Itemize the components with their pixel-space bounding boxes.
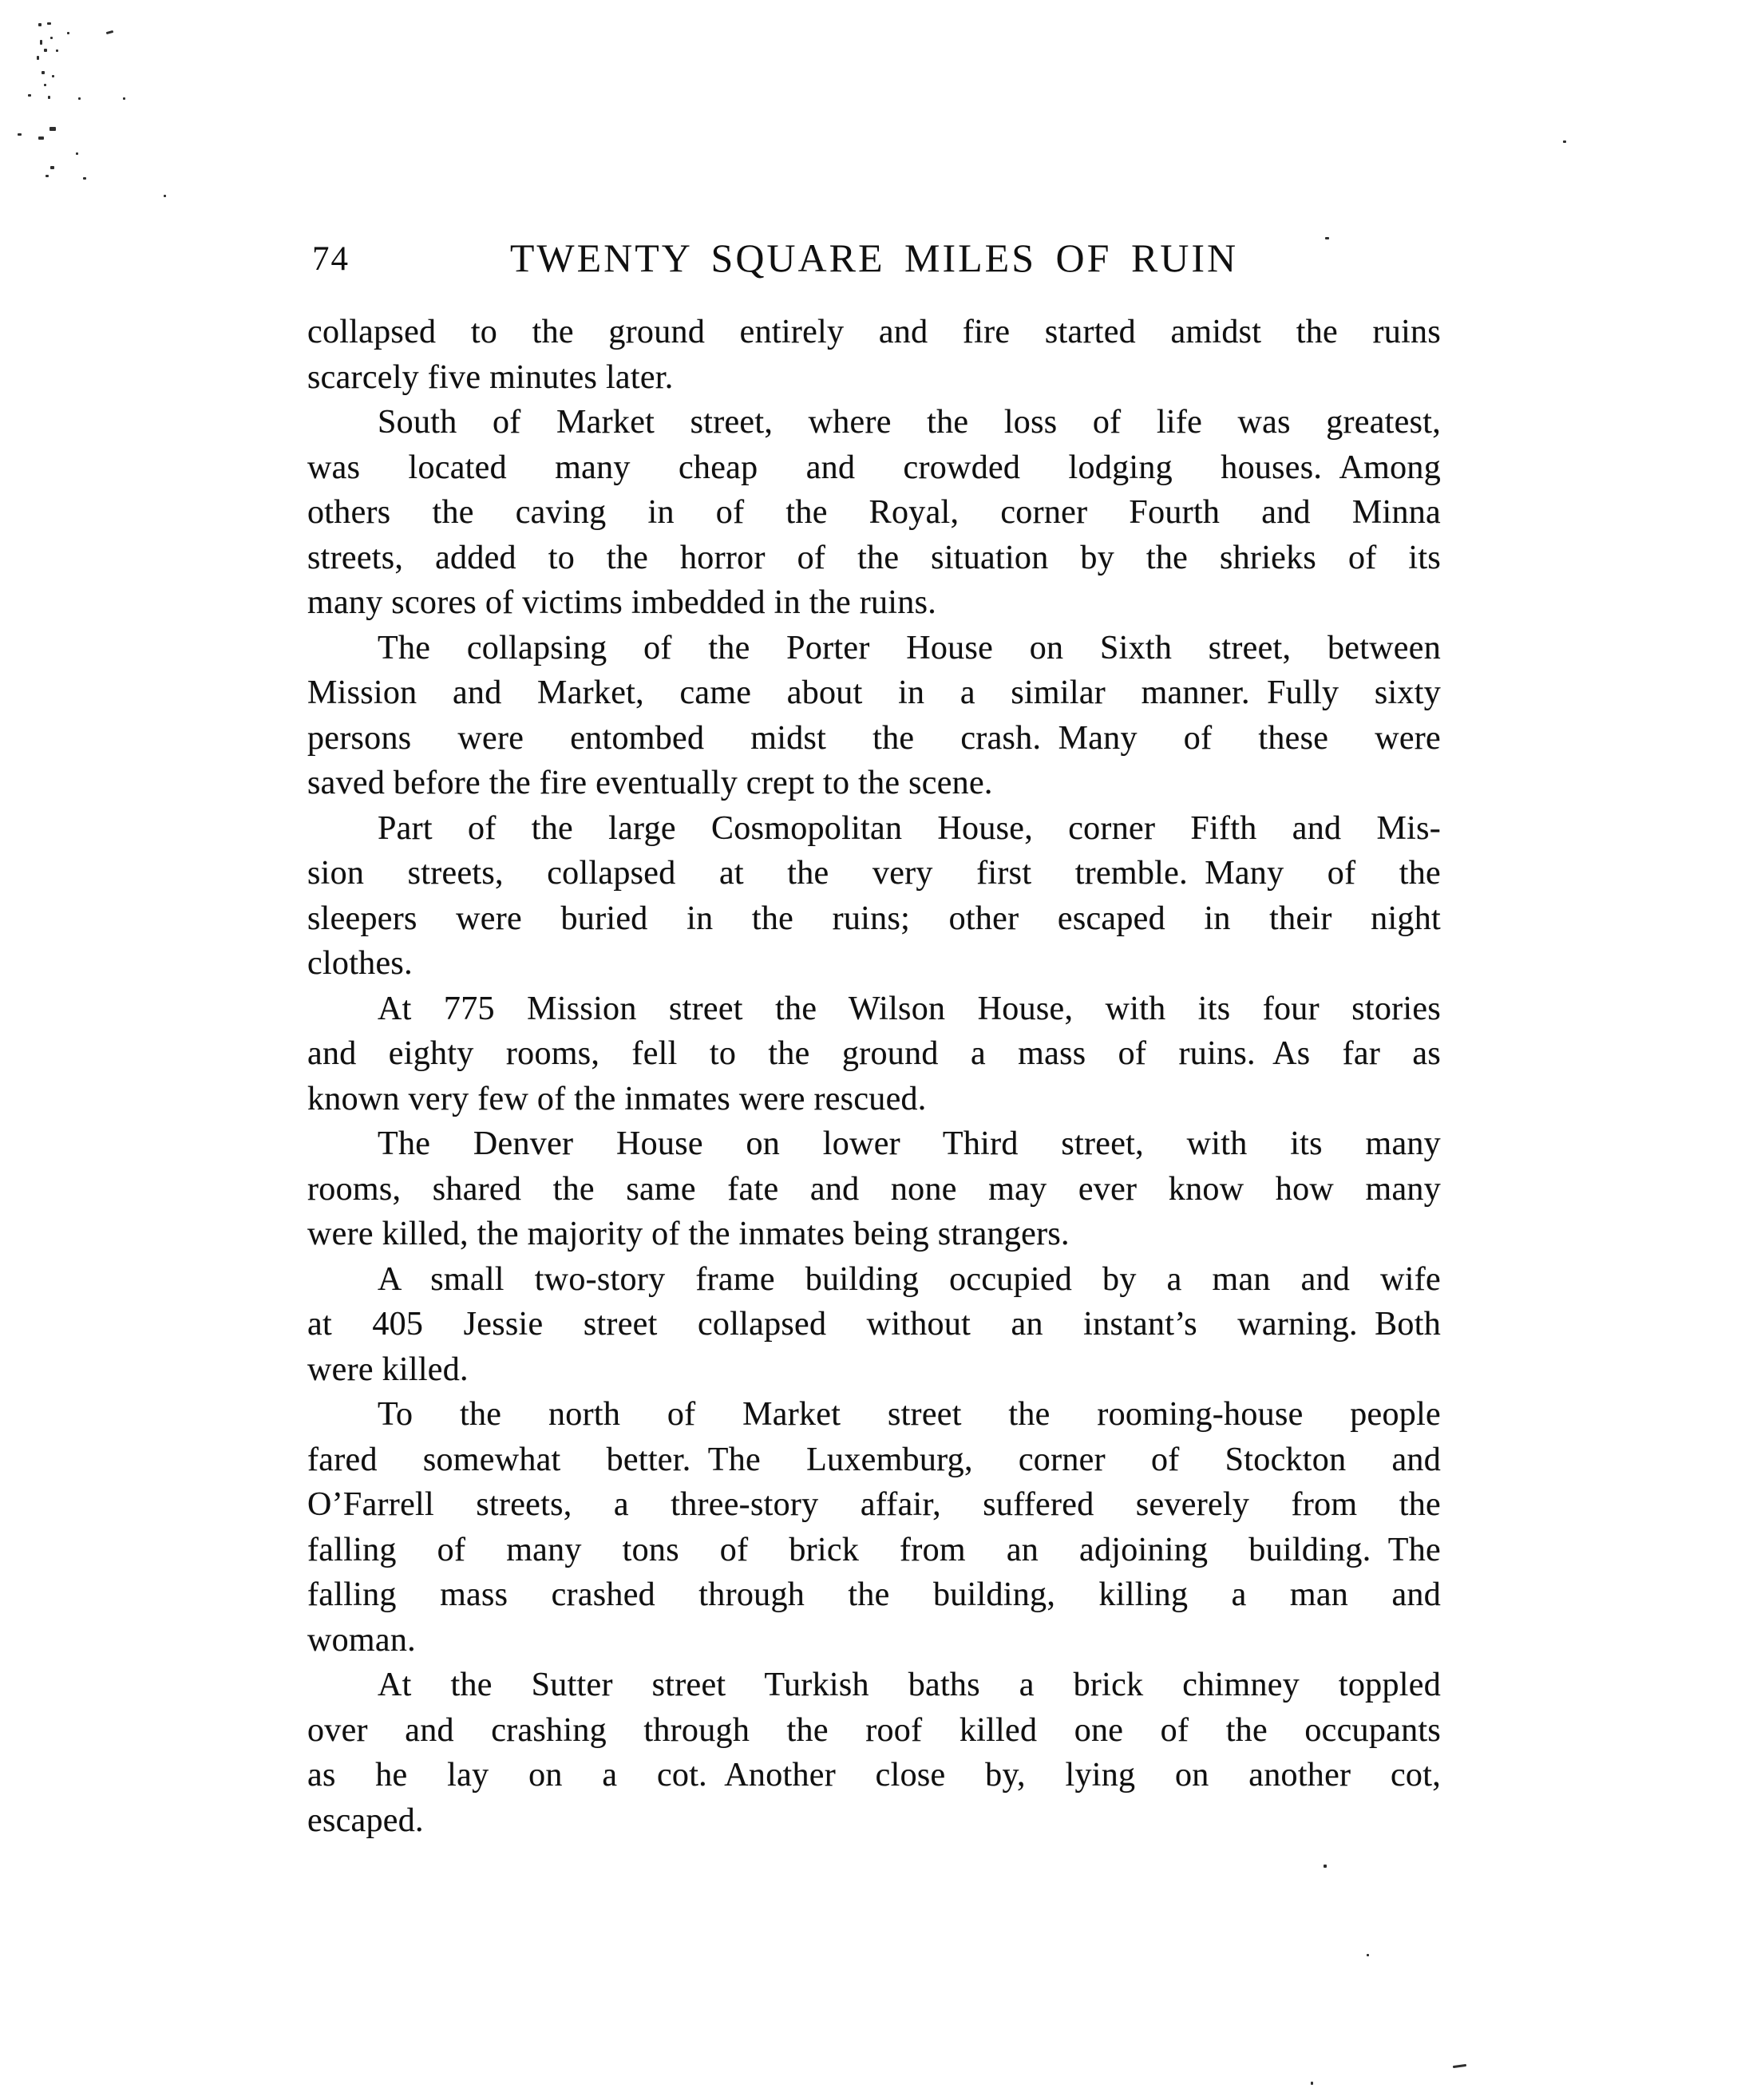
paragraph bbox=[307, 400, 1441, 626]
text-line: and eighty rooms, fell to the ground a mass of ruins. As far as bbox=[307, 1035, 1441, 1072]
text-line: rooms, shared the same fate and none may ever know how many bbox=[307, 1170, 1441, 1208]
text-line: known very few of the inmates were rescued. bbox=[307, 1080, 927, 1117]
text-line: fared somewhat better. The Luxemburg, corner of Stockton and bbox=[307, 1441, 1441, 1478]
text-line: over and crashing through the roof killed one of the occupants bbox=[307, 1711, 1441, 1749]
scan-speck bbox=[47, 22, 51, 25]
scan-speck bbox=[67, 32, 69, 34]
text-line: sion streets, collapsed at the very first tremble. Many of the bbox=[307, 855, 1441, 892]
scan-speck bbox=[106, 30, 113, 34]
text-line: at 405 Jessie street collapsed without an instant’s warning. Both bbox=[307, 1306, 1441, 1343]
scan-speck bbox=[1367, 1954, 1369, 1956]
scan-speck bbox=[38, 23, 42, 26]
text-line: persons were entombed midst the crash. Many of these were bbox=[307, 719, 1441, 757]
text-line: scarcely five minutes later. bbox=[307, 358, 674, 396]
scan-speck bbox=[46, 175, 49, 177]
text-line: O’Farrell streets, a three-story affair, suffered severely from the bbox=[307, 1486, 1441, 1523]
scan-speck bbox=[28, 94, 31, 97]
scan-mark-dash bbox=[1453, 2064, 1466, 2068]
paragraph bbox=[307, 1121, 1441, 1257]
text-line: falling mass crashed through the building, killing a man and bbox=[307, 1576, 1441, 1613]
text-line: clothes. bbox=[307, 945, 413, 982]
text-line: escaped. bbox=[307, 1801, 424, 1839]
scan-speck bbox=[123, 97, 125, 100]
text-line: South of Market street, where the loss of life was greatest, bbox=[378, 404, 1441, 441]
text-line: were killed. bbox=[307, 1351, 469, 1388]
scan-speck bbox=[52, 75, 54, 77]
scan-speck bbox=[83, 177, 86, 180]
scan-speck bbox=[42, 71, 45, 74]
scan-speck bbox=[49, 127, 56, 131]
text-line: The Denver House on lower Third street, with its many bbox=[378, 1125, 1441, 1162]
scan-speck bbox=[76, 152, 78, 155]
paragraph bbox=[307, 806, 1441, 987]
text-line: To the north of Market street the rooming-house people bbox=[378, 1396, 1441, 1433]
paragraph bbox=[307, 987, 1441, 1122]
paragraph bbox=[307, 1392, 1441, 1663]
scan-speck bbox=[48, 96, 50, 99]
scan-speck bbox=[44, 49, 47, 52]
text-line: falling of many tons of brick from an adjoining building. The bbox=[307, 1531, 1441, 1568]
running-head bbox=[307, 235, 1441, 278]
text-line: collapsed to the ground entirely and fire started amidst the ruins bbox=[307, 314, 1441, 350]
scan-speck bbox=[44, 84, 46, 86]
text-line: At 775 Mission street the Wilson House, with its four stories bbox=[378, 990, 1441, 1027]
text-line: Mission and Market, came about in a similar manner. Fully sixty bbox=[307, 674, 1441, 711]
text-line: streets, added to the horror of the situation by the shrieks of its bbox=[307, 539, 1441, 576]
text-line: saved before the fire eventually crept to the scene. bbox=[307, 765, 993, 801]
text-line: woman. bbox=[307, 1621, 416, 1659]
paragraph bbox=[307, 1663, 1441, 1843]
text-block bbox=[307, 310, 1441, 1843]
scan-speck bbox=[1563, 140, 1566, 143]
page-number: 74 bbox=[312, 240, 350, 278]
scan-speck bbox=[37, 56, 39, 60]
scan-speck bbox=[56, 49, 58, 52]
scan-speck bbox=[1311, 2082, 1313, 2085]
scan-speck bbox=[164, 195, 166, 197]
text-line: The collapsing of the Porter House on Sixth street, between bbox=[378, 629, 1441, 666]
text-line: sleepers were buried in the ruins; other escaped in their night bbox=[307, 900, 1441, 937]
paragraph bbox=[307, 626, 1441, 806]
paragraph bbox=[307, 310, 1441, 400]
text-line: many scores of victims imbedded in the ruins. bbox=[307, 584, 937, 621]
text-line: A small two-story frame building occupied by a man and wife bbox=[378, 1260, 1441, 1298]
text-line: Part of the large Cosmopolitan House, corner Fifth and Mis- bbox=[378, 809, 1441, 847]
text-line: others the caving in of the Royal, corner Fourth and Minna bbox=[307, 494, 1441, 531]
running-title: TWENTY SQUARE MILES OF RUIN bbox=[509, 235, 1239, 280]
scan-speck bbox=[40, 40, 42, 45]
scan-speck bbox=[50, 166, 54, 169]
scan-speck bbox=[1324, 1865, 1327, 1868]
text-line: as he lay on a cot. Another close by, lying on another cot, bbox=[307, 1757, 1441, 1794]
scan-speck bbox=[18, 133, 22, 136]
paragraph bbox=[307, 1257, 1441, 1393]
text-line: were killed, the majority of the inmates being strangers. bbox=[307, 1216, 1070, 1252]
text-line: At the Sutter street Turkish baths a brick chimney toppled bbox=[378, 1667, 1441, 1703]
scan-speck bbox=[38, 136, 44, 140]
text-line: was located many cheap and crowded lodging houses. Among bbox=[307, 449, 1441, 486]
scan-speck bbox=[78, 97, 81, 100]
scan-speck bbox=[50, 37, 53, 39]
